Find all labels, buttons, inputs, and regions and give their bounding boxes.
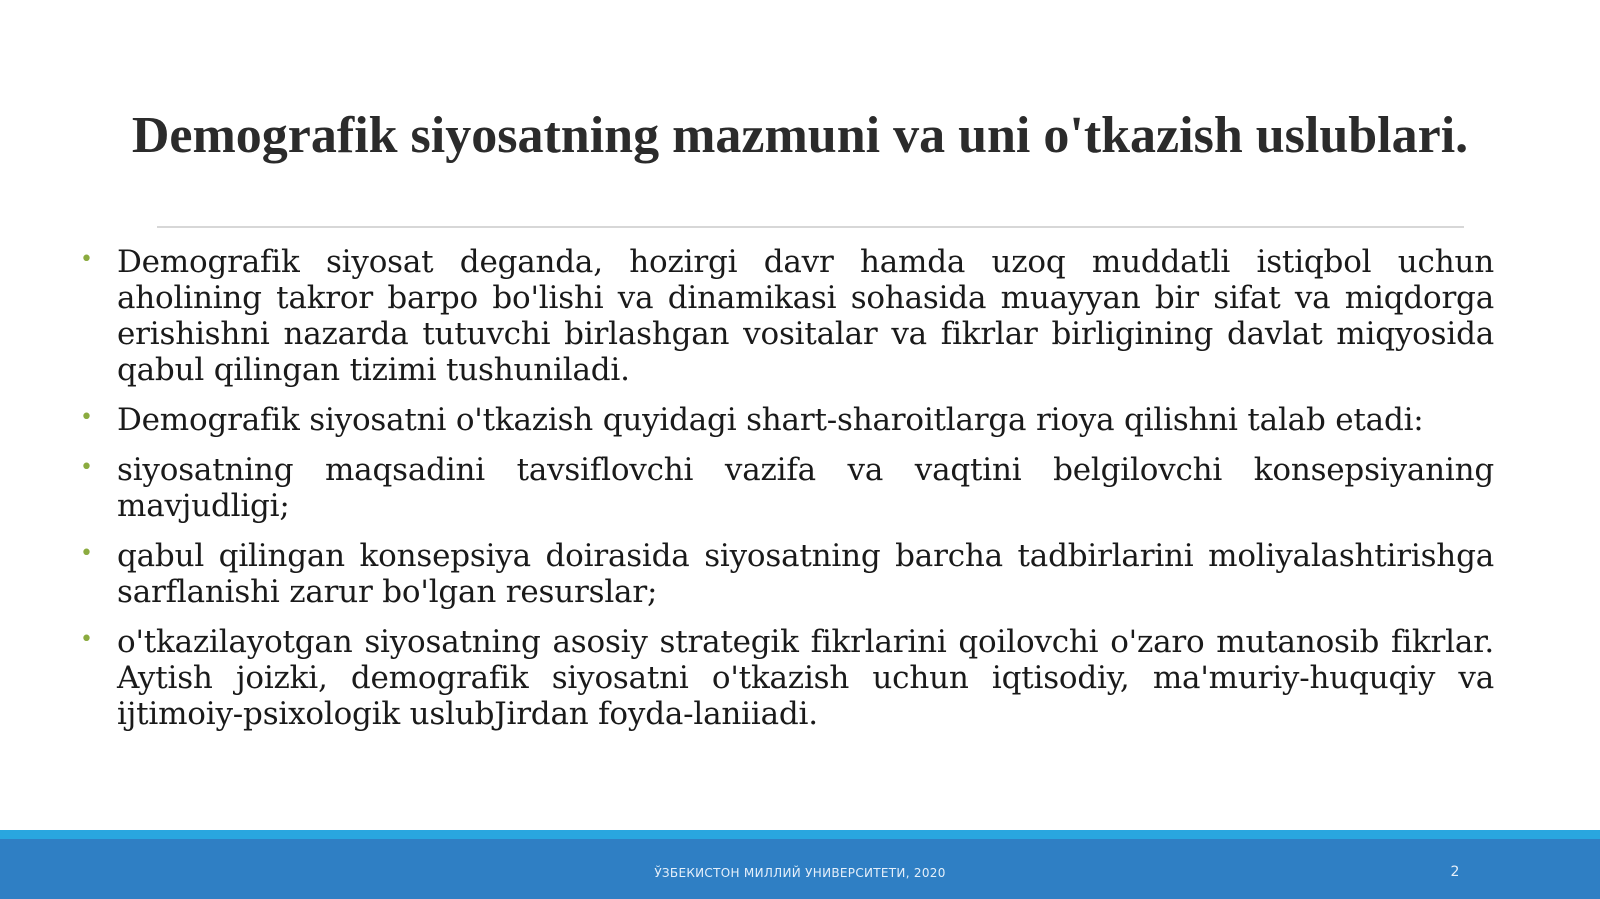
bullet-item <box>78 402 1494 438</box>
bullet-item <box>78 538 1494 610</box>
bullet-list <box>78 244 1494 746</box>
page-number: 2 <box>1450 864 1460 880</box>
bullet-dot-icon: • <box>80 405 93 430</box>
bullet-text: siyosatning maqsadini tavsiflovchi vazifa va vaqtini belgilovchi konsepsiyaning mavjudligi; <box>117 452 1494 524</box>
bullet-text: o'tkazilayotgan siyosatning asosiy strategik fikrlarini qoilovchi o'zaro mutanosib fikrlar. Aytish joizki, demografik siyosatni o'tkazish uchun iqtisodiy, ma'muriy-huquqiy va ijtimoiy-psixologik uslubJirdan foyda-laniiadi. <box>117 624 1494 732</box>
bullet-text: qabul qilingan konsepsiya doirasida siyosatning barcha tadbirlarini moliyalashtirishga sarflanishi zarur bo'lgan resurslar; <box>117 538 1494 610</box>
bullet-item <box>78 452 1494 524</box>
bullet-dot-icon: • <box>80 247 93 272</box>
footer-text: ЎЗБЕКИСТОН МИЛЛИЙ УНИВЕРСИТЕТИ, 2020 <box>654 866 946 880</box>
title-divider <box>157 226 1464 228</box>
bullet-item <box>78 244 1494 388</box>
footer-accent-stripe <box>0 830 1600 839</box>
bullet-dot-icon: • <box>80 627 93 652</box>
bullet-item <box>78 624 1494 732</box>
bullet-dot-icon: • <box>80 455 93 480</box>
bullet-text: Demografik siyosatni o'tkazish quyidagi shart-sharoitlarga rioya qilishni talab etadi: <box>117 402 1424 438</box>
bullet-text: Demografik siyosat deganda, hozirgi davr hamda uzoq muddatli istiqbol uchun aholining takror barpo bo'lishi va dinamikasi sohasida muayyan bir sifat va miqdorga erishishni nazarda tutuvchi birlashgan vositalar va fikrlar birligining davlat miqyosida qabul qilingan tizimi tushuniladi. <box>117 244 1494 388</box>
slide-title: Demografik siyosatning mazmuni va uni o'tkazish uslublari. <box>131 107 1469 164</box>
bullet-dot-icon: • <box>80 541 93 566</box>
